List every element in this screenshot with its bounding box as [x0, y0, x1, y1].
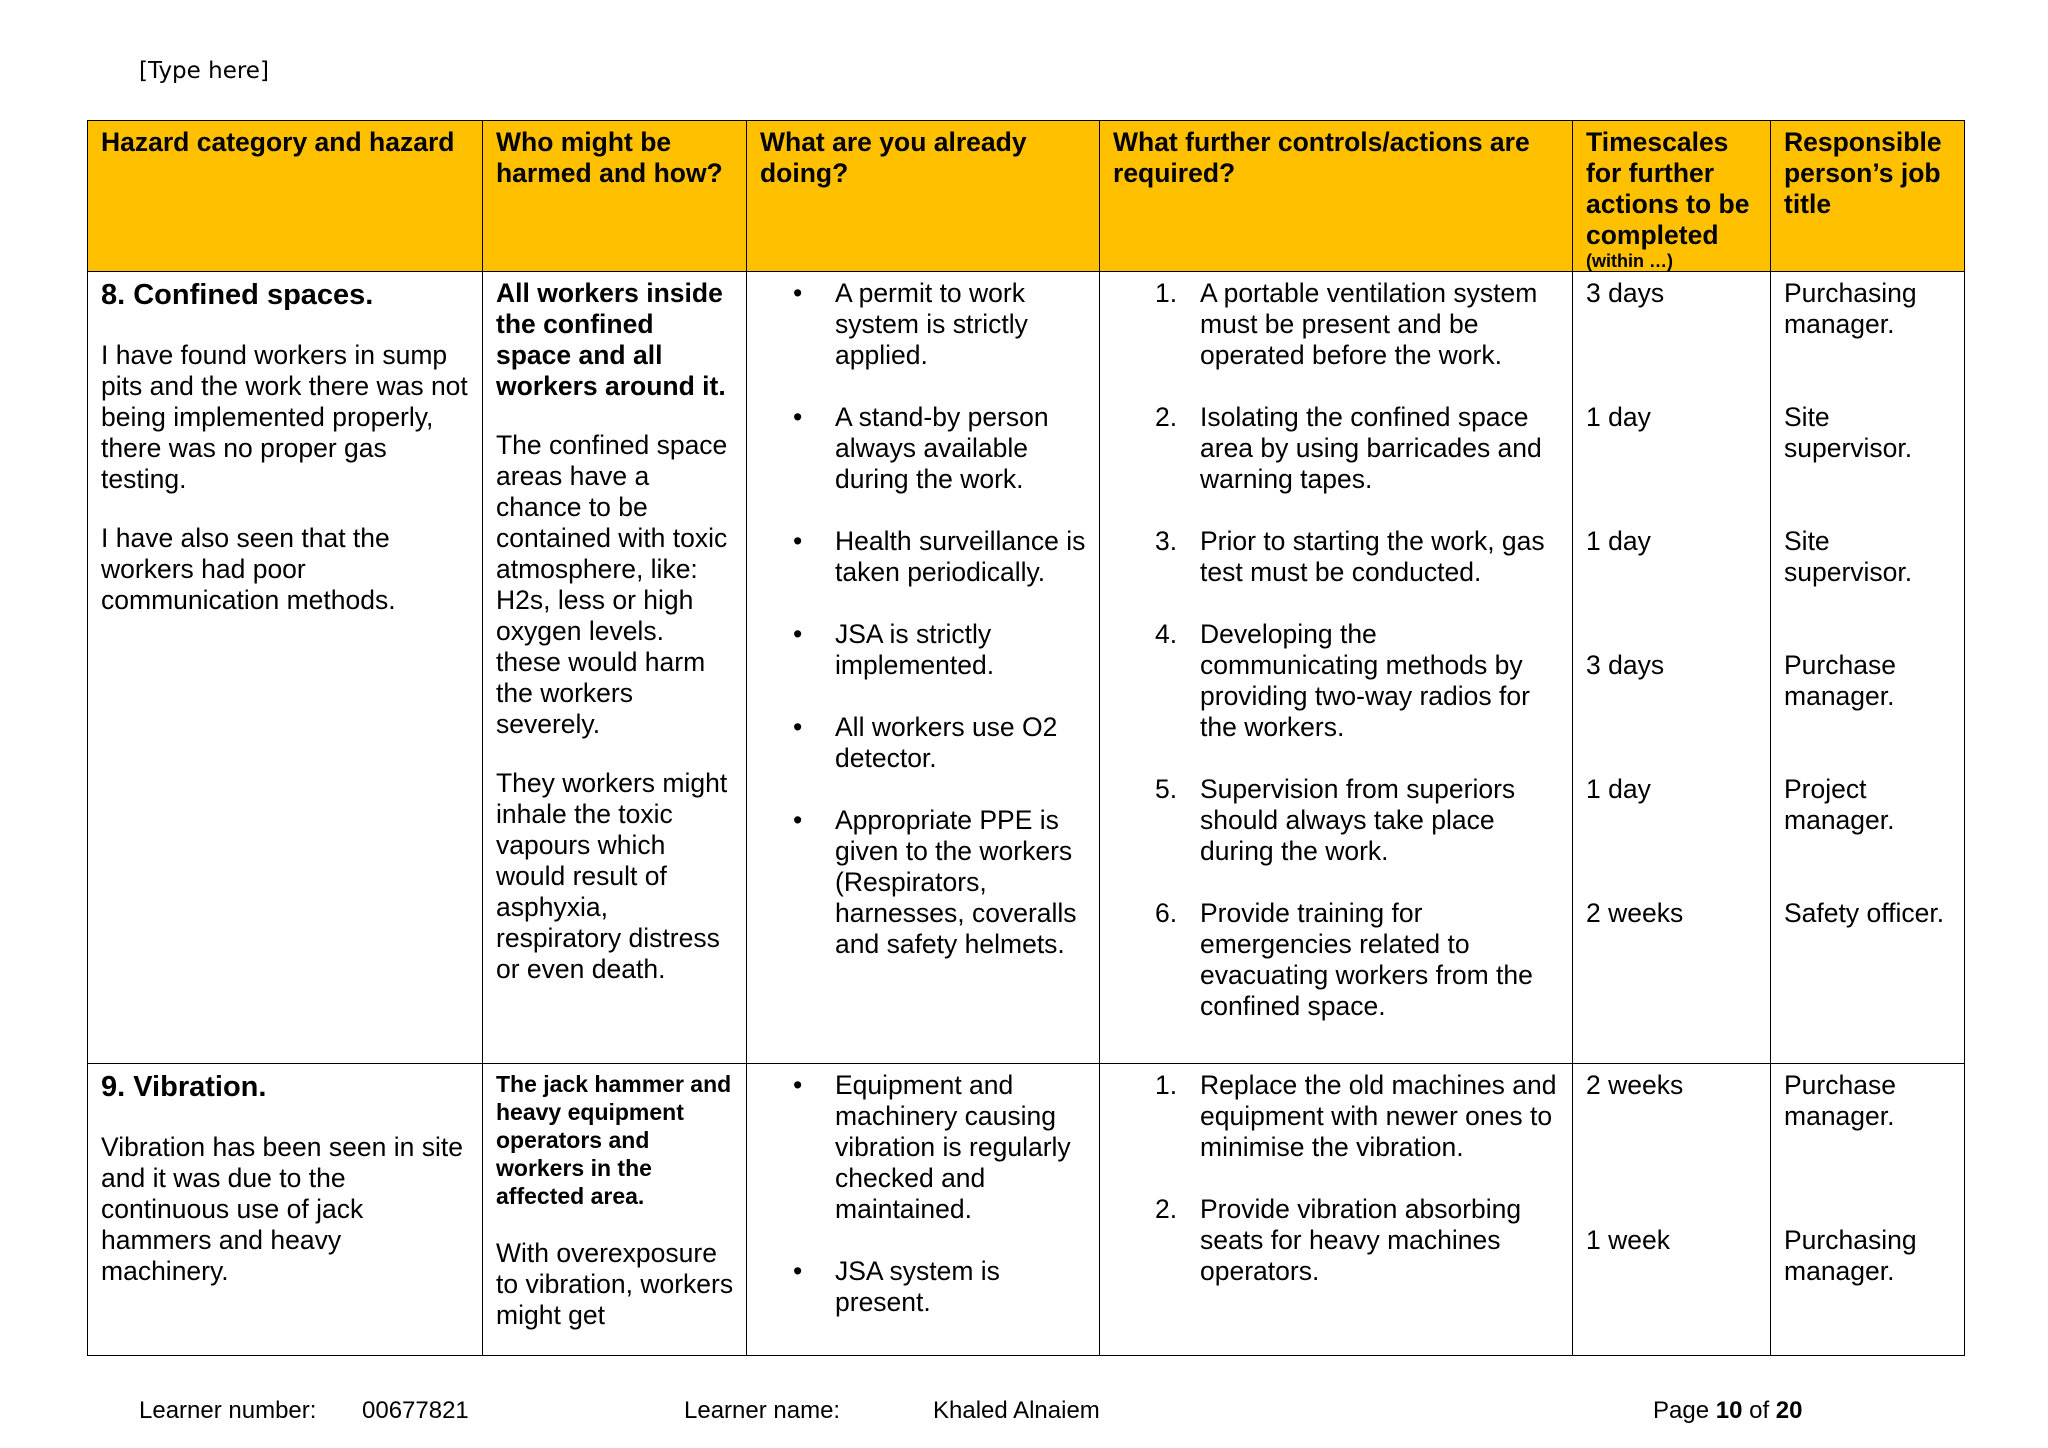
item-number: 4. — [1155, 619, 1178, 649]
item-text: Replace the old machines and equipment with newer ones to minimise the vibration. — [1200, 1070, 1557, 1162]
timescale-entry: 1 day — [1586, 402, 1651, 432]
learner-number-label: Learner number: — [139, 1397, 317, 1424]
item-text: Isolating the confined space area by using barricades and warning tapes. — [1200, 402, 1542, 494]
further-cell — [1100, 272, 1573, 1064]
timescale-entry: 2 weeks — [1586, 898, 1684, 928]
responsible-entry: Safety officer. — [1784, 898, 1945, 928]
responsible-entry: Purchasing manager. — [1784, 278, 1917, 339]
list-item: • JSA system is present. — [835, 1256, 1087, 1318]
list-item — [1155, 774, 1560, 867]
responsible-cell — [1771, 272, 1965, 1064]
doing-cell — [747, 272, 1100, 1064]
page-total: 20 — [1775, 1397, 1803, 1424]
hazard-title: 9. Vibration. — [101, 1071, 267, 1103]
harm-description: With overexposure to vibration, workers might get — [496, 1238, 734, 1330]
learner-name: Khaled Alnaiem — [933, 1397, 1100, 1424]
timescale-entry: 1 day — [1586, 774, 1651, 804]
item-number: 1. — [1155, 1070, 1178, 1100]
timescales-cell — [1573, 272, 1771, 1064]
list-item: • A stand-by person always available during the work. — [835, 402, 1087, 495]
responsible-entry: Site supervisor. — [1784, 402, 1913, 463]
item-text: Supervision from superiors should always take place during the work. — [1200, 774, 1516, 866]
responsible-entry: Purchasing manager. — [1784, 1225, 1917, 1286]
header-who: Who might be harmed and how? — [483, 121, 747, 272]
list-item — [1155, 898, 1560, 1022]
table-header-row — [88, 121, 1965, 272]
page-of: of — [1749, 1397, 1770, 1424]
learner-number: 00677821 — [362, 1397, 469, 1424]
page-indicator — [1653, 1397, 1803, 1425]
who-cell — [483, 272, 747, 1064]
hazard-cell — [88, 1064, 483, 1356]
item-number: 5. — [1155, 774, 1178, 804]
hazard-cell — [88, 272, 483, 1064]
harm-description: They workers might inhale the toxic vapours which would result of asphyxia, respiratory distress or even death. — [496, 768, 728, 984]
harm-description: The confined space areas have a chance to be contained with toxic atmosphere, like: H2s, less or high oxygen levels. these would harm the workers severely. — [496, 430, 728, 739]
list-item — [1155, 526, 1560, 588]
who-cell — [483, 1064, 747, 1356]
existing-controls-list — [760, 278, 1087, 960]
responsible-entry: Purchase manager. — [1784, 650, 1896, 711]
timescale-entry: 1 week — [1586, 1225, 1670, 1255]
timescale-entry: 3 days — [1586, 650, 1665, 680]
learner-name-label: Learner name: — [684, 1397, 841, 1424]
list-item — [1155, 619, 1560, 743]
list-item: • Equipment and machinery causing vibration is regularly checked and maintained. — [835, 1070, 1087, 1225]
further-cell — [1100, 1064, 1573, 1356]
header-timescales-note: (within …) — [1586, 251, 1673, 271]
responsible-entry: Purchase manager. — [1784, 1070, 1896, 1131]
hazard-title: 8. Confined spaces. — [101, 279, 374, 311]
header-responsible: Responsible person’s job title — [1771, 121, 1965, 272]
further-actions-list — [1113, 278, 1560, 1022]
list-item — [1155, 1194, 1560, 1287]
timescales-cell — [1573, 1064, 1771, 1356]
existing-controls-list — [760, 1070, 1087, 1318]
page-word: Page — [1653, 1397, 1710, 1424]
table-row — [88, 272, 1965, 1064]
item-text: A portable ventilation system must be present and be operated before the work. — [1200, 278, 1538, 370]
timescale-entry: 2 weeks — [1586, 1070, 1684, 1100]
list-item — [1155, 1070, 1560, 1163]
timescale-entry: 1 day — [1586, 526, 1651, 556]
list-item — [1155, 278, 1560, 371]
header-timescales-label: Timescales for further actions to be completed — [1586, 127, 1750, 250]
responsible-cell — [1771, 1064, 1965, 1356]
list-item: • JSA is strictly implemented. — [835, 619, 1087, 681]
hazard-description: Vibration has been seen in site and it was due to the continuous use of jack hammers and heavy machinery. — [101, 1132, 463, 1286]
header-further: What further controls/actions are required? — [1100, 121, 1573, 272]
item-number: 2. — [1155, 1194, 1178, 1224]
header-doing: What are you already doing? — [747, 121, 1100, 272]
hazard-description: I have also seen that the workers had poor communication methods. — [101, 523, 396, 615]
item-number: 6. — [1155, 898, 1178, 928]
list-item — [1155, 402, 1560, 495]
item-number: 1. — [1155, 278, 1178, 308]
item-text: Developing the communicating methods by providing two-way radios for the workers. — [1200, 619, 1530, 742]
list-item: • All workers use O2 detector. — [835, 712, 1087, 774]
list-item: • A permit to work system is strictly applied. — [835, 278, 1087, 371]
table-row — [88, 1064, 1965, 1356]
item-text: Prior to starting the work, gas test must be conducted. — [1200, 526, 1545, 587]
page-header-text: [Type here] — [139, 58, 269, 84]
item-text: Provide vibration absorbing seats for heavy machines operators. — [1200, 1194, 1522, 1286]
item-text: Provide training for emergencies related to evacuating workers from the confined space. — [1200, 898, 1533, 1021]
header-timescales — [1573, 121, 1771, 272]
hazard-description: I have found workers in sump pits and the work there was not being implemented properly, there was no proper gas testing. — [101, 340, 468, 494]
timescale-entry: 3 days — [1586, 278, 1665, 308]
who-affected: The jack hammer and heavy equipment operators and workers in the affected area. — [496, 1071, 732, 1209]
responsible-entry: Project manager. — [1784, 774, 1895, 835]
risk-assessment-table — [87, 120, 1965, 1356]
further-actions-list — [1113, 1070, 1560, 1287]
page-current: 10 — [1715, 1397, 1743, 1424]
header-hazard: Hazard category and hazard — [88, 121, 483, 272]
responsible-entry: Site supervisor. — [1784, 526, 1913, 587]
doing-cell — [747, 1064, 1100, 1356]
item-number: 2. — [1155, 402, 1178, 432]
item-number: 3. — [1155, 526, 1178, 556]
list-item: • Health surveillance is taken periodically. — [835, 526, 1087, 588]
who-affected: All workers inside the confined space and all workers around it. — [496, 278, 726, 401]
list-item: • Appropriate PPE is given to the workers (Respirators, harnesses, coveralls and safety helmets. — [835, 805, 1087, 960]
